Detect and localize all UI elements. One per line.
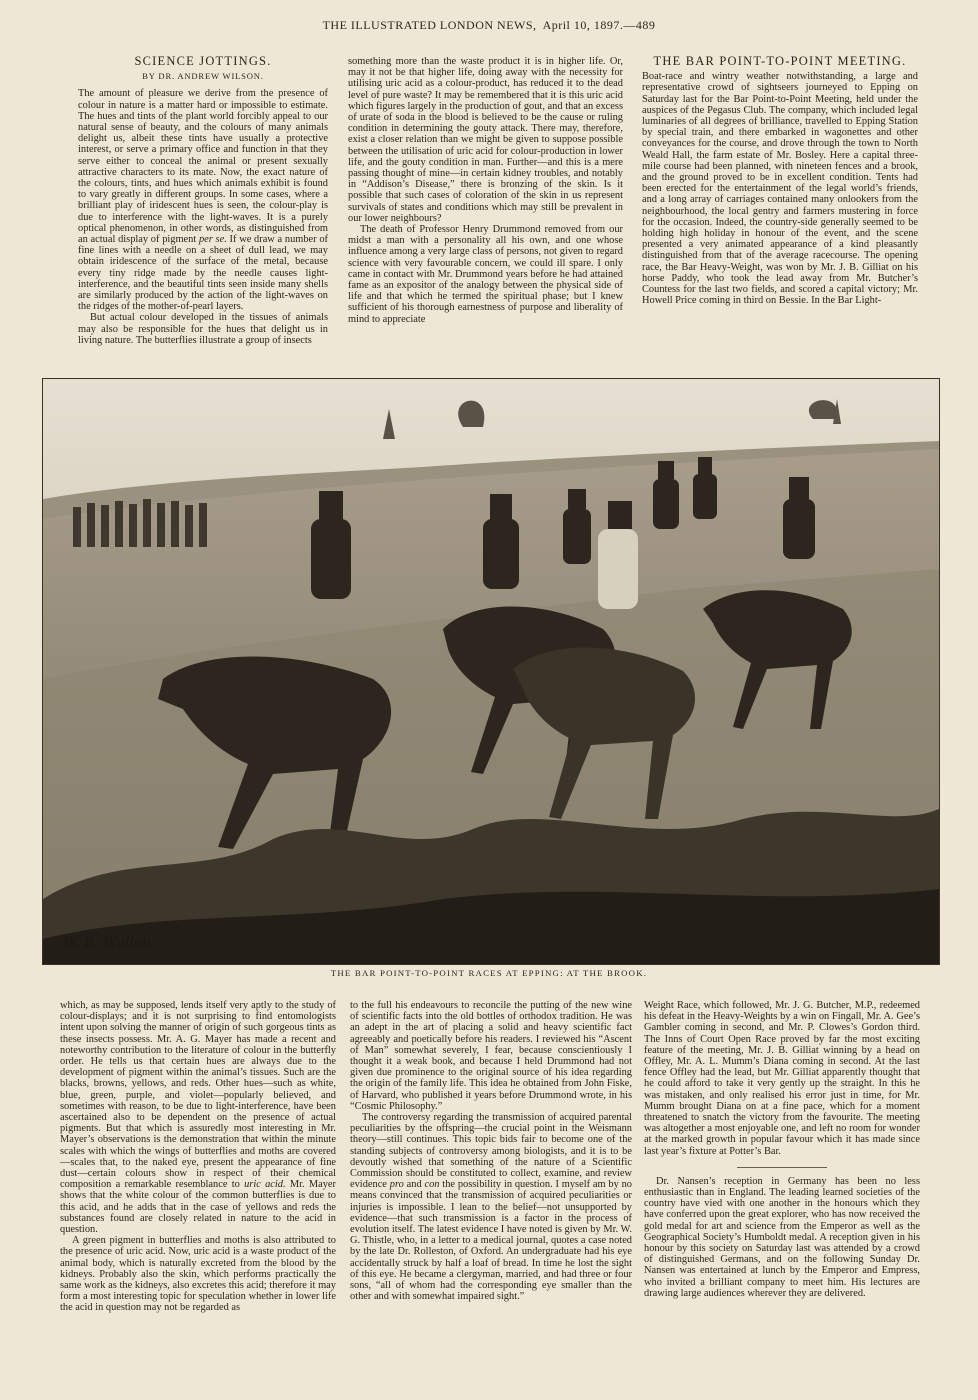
section-divider — [737, 1167, 827, 1168]
science-paragraph: The controversy regarding the transmission of acquired parental peculiarities by the offspring—the crucial point in the Weismann theory—still continues. This topic bids fair to become one of the standing subjects of controversy among biologists, and it is to be devoutly wished that something of the nature of a Scientific Commission should be constituted to collect, examine, and review evidence pro and con the possibility in question. I myself am by no means convinced that the transmission of acquired peculiarities or injuries is impossible. I lean to the belief—not unsupported by evidence—that such transmission is a factor in the process of evolution itself. The latest evidence I have noted is given by Mr. W. G. Thistle, who, in a letter to a medical journal, quotes a case noted by the late Dr. Rolleston, of Oxford. An undergraduate had his eye accidentally struck by half a loaf of bread. In time he lost the sight of this eye. He became a clergyman, married, and had three or four sons, “all of whom had the corresponding eye smaller than the other and with somewhat impaired sight.” — [350, 1112, 632, 1303]
race-illustration — [42, 378, 940, 965]
nansen-paragraph: Dr. Nansen’s reception in Germany has been no less enthusiastic than in England. The leading learned societies of the country have vied with one another in the honours which they have conferred upon the great explorer, who has now received the gold medal for art and science from the Emperor as well as the Geographical Society’s Humboldt medal. A reception given in his honour by this society on Saturday last was attended by a crowd of distinguished Germans, and on the following Sunday Dr. Nansen was entertained at lunch by the Emperor and Empress, who invited a brilliant company to meet him. His lectures are drawing large audiences wherever they are delivered. — [644, 1175, 920, 1299]
science-paragraph: A green pigment in butterflies and moths is also attributed to the presence of uric acid. Now, uric acid is a waste product of the animal body, which is naturally excreted from the blood by the kidneys. Probably also the skin, which performs practically the same work as the kidneys, also excretes this acid; therefore it may form a most interesting topic for speculation whether in lower life the acid in question may not be regarded as — [60, 1235, 336, 1314]
horses-engraving — [43, 379, 939, 964]
publication-name: THE ILLUSTRATED LONDON NEWS, — [322, 18, 537, 32]
science-byline: BY DR. ANDREW WILSON. — [142, 71, 264, 82]
science-column-top-1 — [78, 56, 328, 358]
science-paragraph: But actual colour developed in the tissues of animals may also be responsible for the hues that delight us in living nature. The butterflies illustrate a group of insects — [78, 312, 328, 346]
illustration-caption: THE BAR POINT-TO-POINT RACES AT EPPING: AT THE BROOK. — [330, 968, 648, 978]
barpoint-title: THE BAR POINT-TO-POINT MEETING. — [653, 56, 907, 68]
barpoint-column-bottom — [644, 1000, 920, 1380]
masthead — [0, 18, 978, 33]
artist-signature: W. B. Wollen — [63, 935, 152, 951]
issue-date: April 10, 1897. — [542, 18, 624, 32]
science-paragraph: to the full his endeavours to reconcile the putting of the new wine of scientific facts into the old bottles of orthodox tradition. He was an adept in the art of placing a solid and heavy scientific fact agreeably and poetically before his readers. I reviewed his “Ascent of Man” somewhat severely, I fear, because conscientiously I thought it a weak book, and because I held Drummond had not given due prominence to the original source of his idea regarding the origin of the family life. This idea he obtained from John Fiske, of Harvard, who published it years before Drummond wrote, in his “Cosmic Philosophy.” — [350, 1000, 632, 1112]
science-paragraph: The amount of pleasure we derive from the presence of colour in nature is a matter hard or impossible to estimate. The hues and tints of the plant world forcibly appeal to our natural sense of beauty, and the colours of many animals delight us, albeit these tints have usually a protective interest, or serve a primary office and function in that they serve either to conceal the animal or present sexually attractive characters to its mate. Now, the exact nature of the colours, tints, and hues which animals exhibit is found to vary greatly in different groups. In some cases, where a brilliant play of iridescent hues is seen, the colour-play is due to interference with the light-waves. It is a purely optical phenomenon, in other words, as distinguished from an actual display of pigment per se. If we draw a number of fine lines with a needle on a sheet of dull lead, we may obtain iridescence of the surface of the metal, because every tiny ridge made by the needle causes light-interference, and the beautiful tints seen inside many shells are similarly produced by the action of the light-waves on the ridges of the mother-of-pearl layers. — [78, 88, 328, 313]
science-title: SCIENCE JOTTINGS. — [134, 56, 272, 68]
page-number: —489 — [623, 18, 656, 32]
science-column-bottom-1 — [60, 1000, 336, 1380]
barpoint-paragraph: Boat-race and wintry weather notwithstanding, a large and representative crowd of sightseers journeyed to Epping on Saturday last for the Bar Point-to-Point Meeting, held under the auspices of the Pegasus Club. The company, which included legal luminaries of all degrees of brilliance, travelled to Epping Station by special train, and there embarked in wagonettes and other conveyances for the course, and drove through the town to North Weald Hall, the farm estate of Mr. Bosley. Here a capital three-mile course had been planned, with nineteen fences and a brook, and the ground proved to be in excellent condition. Tents had been erected for the entertainment of the legal world’s friends, and a long array of carriages contained many onlookers from the neighbourhood, the local gentry and farmers mustering in force for the occasion. Indeed, the country-side generally seemed to be holding high holiday in honour of the event, and the scene presented a very animated appearance of a kind pleasantly distinguished from that of the average racecourse. The opening race, the Bar Heavy-Weight, was won by Mr. J. B. Gilliat on his horse Paddy, who took the lead away from Mr. Butcher’s Countess for the last two fields, and scored a capital victory; Mr. Howell Price coming in third on Bessie. In the Bar Light- — [642, 71, 918, 307]
science-column-top-2 — [348, 56, 623, 358]
science-paragraph: The death of Professor Henry Drummond removed from our midst a man with a personality all his own, and one whose influence among a very large class of persons, not given to regard science with very favourable concern, we could ill spare. I only came in contact with Mr. Drummond years before he had attained fame as an expositor of the analogy between the physical side of life and that which he termed the spiritual phase; but I knew sufficient of his thorough earnestness of purpose and liberality of mind to appreciate — [348, 224, 623, 325]
barpoint-paragraph: Weight Race, which followed, Mr. J. G. Butcher, M.P., redeemed his defeat in the Heavy-Weights by a win on Fingall, Mr. A. Gee’s Gambler coming in second, and Mr. P. Clowes’s Gordon third. The Inns of Court Open Race proved by far the most exciting feature of the meeting, Mr. J. B. Gilliat winning by a head on Offley, Mr. A. L. Mumm’s Diana coming in second. At the last fence Offley had the lead, but Mr. Gilliat apparently thought that he could afford to take it very gently up the straight. In this he was mistaken, and only realised his error just in time, for Mr. Mumm brought Diana on at a fine pace, which for a moment threatened to snatch the victory from the favourite. The meeting was altogether a most enjoyable one, and left no room for wonder at the marked growth in popular favour which it has made since last year’s fixture at Potter’s Bar. — [644, 1000, 920, 1157]
science-paragraph: which, as may be supposed, lends itself very aptly to the study of colour-displays; and it is not surprising to find entomologists intent upon solving the manner of origin of such gorgeous tints as these insects possess. Mr. A. G. Mayer has made a recent and noteworthy contribution to the literature of colour in the butterfly order. He tells us that certain hues are always due to the development of pigment within the animal’s tissues. Such are the blacks, browns, yellows, and reds. Other hues—such as white, blue, green, purple, and violet—popularly believed, and sometimes with reason, to be due to light-interference, have been ascertained also to be dependent on the presence of actual pigments. But that which is assuredly most interesting in Mr. Mayer’s observations is the demonstration that within the minute scales with which the wings of butterflies and moths are covered—scales that, to the naked eye, present the appearance of fine dust—certain colours show in respect of their chemical composition a remarkable resemblance to uric acid. Mr. Mayer shows that the white colour of the common butterflies is due to this acid, and he adds that in the case of yellows and reds the substances found are closely related in nature to the acid in question. — [60, 1000, 336, 1236]
science-paragraph: something more than the waste product it is in higher life. Or, may it not be that higher life, doing away with the necessity for utilising uric acid as a colour-product, has reduced it to the dead level of pure waste? It may be remembered that it is this uric acid which figures largely in the production of gout, and that an excess of urate of soda in the blood is believed to be the cause or ruling condition in determining the gouty attack. There may, therefore, exist a closer relation than we might be given to suppose possible between the utilisation of uric acid for colour-production in lower life, and the gouty condition in man. Further—and this is a mere passing thought of mine—in certain kidney troubles, and notably in “Addison’s Disease,” there is bronzing of the skin. Is it possible that such cases of coloration of the skin in us represent survivals of states and conditions which may still be prevalent in our lower neighbours? — [348, 56, 623, 224]
science-column-bottom-2 — [350, 1000, 632, 1380]
barpoint-column-top — [642, 56, 918, 358]
